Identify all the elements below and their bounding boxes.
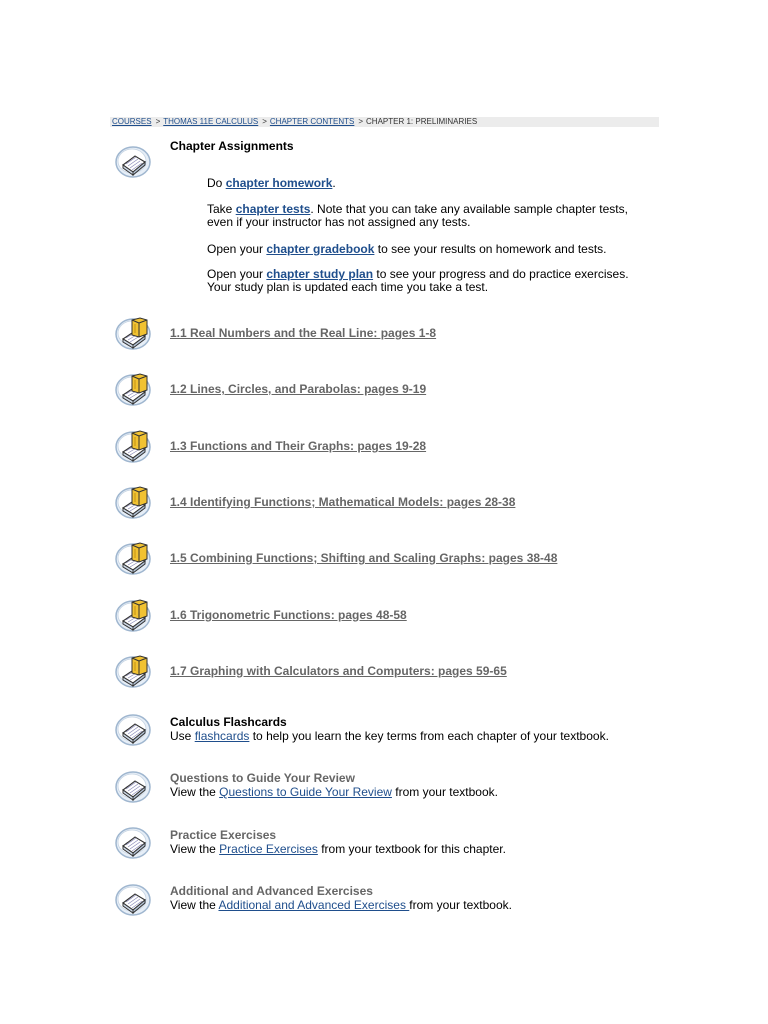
section-1-2-link[interactable]: 1.2 Lines, Circles, and Parabolas: pages 9-19 xyxy=(170,382,427,396)
assignment-book-icon xyxy=(114,142,154,180)
section-1-6-link[interactable]: 1.6 Trigonometric Functions: pages 48-58 xyxy=(170,608,407,622)
breadcrumb-current: CHAPTER 1: PRELIMINARIES xyxy=(366,117,478,126)
breadcrumb-separator: > xyxy=(155,117,161,126)
questions-description: View the Questions to Guide Your Review from your textbook. xyxy=(170,785,498,799)
additional-exercises-link[interactable]: Additional and Advanced Exercises xyxy=(218,898,410,912)
practice-description: View the Practice Exercises from your textbook for this chapter. xyxy=(170,842,506,856)
flashcards-description: Use flashcards to help you learn the key terms from each chapter of your textbook. xyxy=(170,729,609,743)
folder-book-icon xyxy=(114,427,154,465)
questions-book-icon xyxy=(114,767,154,805)
flashcards-book-icon xyxy=(114,710,154,748)
practice-title: Practice Exercises xyxy=(170,828,277,842)
breadcrumb-courses-link[interactable]: COURSES xyxy=(112,117,152,126)
questions-review-link[interactable]: Questions to Guide Your Review xyxy=(219,785,392,799)
flashcards-title: Calculus Flashcards xyxy=(170,715,287,729)
folder-book-icon xyxy=(114,596,154,634)
section-1-7-link[interactable]: 1.7 Graphing with Calculators and Computers: pages 59-65 xyxy=(170,664,507,678)
folder-book-icon xyxy=(114,314,154,352)
assignment-study-plan-text: Open your chapter study plan to see your progress and do practice exercises. Your study plan is updated each time you take a test. xyxy=(207,267,629,294)
flashcards-link[interactable]: flashcards xyxy=(194,729,250,743)
additional-book-icon xyxy=(114,880,154,918)
folder-book-icon xyxy=(114,539,154,577)
breadcrumb xyxy=(110,117,659,127)
section-1-1-link[interactable]: 1.1 Real Numbers and the Real Line: pages 1-8 xyxy=(170,326,437,340)
breadcrumb-separator: > xyxy=(262,117,267,126)
folder-book-icon xyxy=(114,483,154,521)
breadcrumb-separator: > xyxy=(358,117,364,126)
section-1-5-link[interactable]: 1.5 Combining Functions; Shifting and Scaling Graphs: pages 38-48 xyxy=(170,551,558,565)
chapter-assignments-title: Chapter Assignments xyxy=(170,139,294,153)
folder-book-icon xyxy=(114,652,154,690)
assignment-gradebook-text: Open your chapter gradebook to see your results on homework and tests. xyxy=(207,242,607,256)
breadcrumb-course-link[interactable]: THOMAS 11E CALCULUS xyxy=(163,117,259,126)
chapter-homework-link[interactable]: chapter homework xyxy=(225,176,333,190)
practice-book-icon xyxy=(114,823,154,861)
chapter-study-plan-link[interactable]: chapter study plan xyxy=(266,267,374,281)
additional-title: Additional and Advanced Exercises xyxy=(170,884,373,898)
section-1-3-link[interactable]: 1.3 Functions and Their Graphs: pages 19-28 xyxy=(170,439,427,453)
breadcrumb-chapter-contents-link[interactable]: CHAPTER CONTENTS xyxy=(269,117,355,126)
assignment-homework-text: Do chapter homework. xyxy=(207,176,336,190)
folder-book-icon xyxy=(114,370,154,408)
additional-description: View the Additional and Advanced Exercises from your textbook. xyxy=(170,898,512,912)
assignment-tests-text: Take chapter tests. Note that you can take any available sample chapter tests, even if your instructor has not assigned any tests. xyxy=(207,202,628,229)
chapter-tests-link[interactable]: chapter tests xyxy=(235,202,311,216)
questions-title: Questions to Guide Your Review xyxy=(170,771,355,785)
section-1-4-link[interactable]: 1.4 Identifying Functions; Mathematical Models: pages 28-38 xyxy=(170,495,516,509)
chapter-gradebook-link[interactable]: chapter gradebook xyxy=(266,242,375,256)
practice-exercises-link[interactable]: Practice Exercises xyxy=(219,842,318,856)
